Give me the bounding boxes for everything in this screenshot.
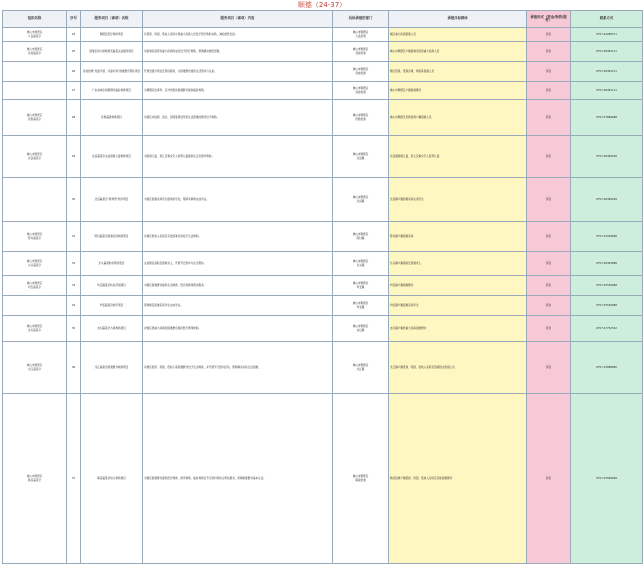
service-content-cell: 对低保、特困、低收入家庭中患重大疾病人员给予医疗救助补助，减轻就医负担。 (143, 28, 333, 42)
page-title: 顺德（24-37） (297, 1, 347, 9)
target-group-cell: 均安镇户籍困难家庭学生 (389, 296, 527, 316)
column-header: 承接形式（资金/物资/服务） (527, 11, 571, 28)
column-header: 承接目标群体 (389, 11, 527, 28)
service-name-cell: 广东省城乡困难群众临时救助项目 (81, 82, 143, 100)
support-form-cell: 资金 (527, 252, 571, 276)
service-content-cell: 对辖区低保、特困、低收入等困难群众给予生活救助，并开展节日慰问活动，帮助解决实际生活困难。 (143, 342, 333, 394)
target-group-cell: 辖区重大疾病困难人员 (389, 28, 527, 42)
target-group-cell: 乐从镇户籍高龄及困难老人 (389, 252, 527, 276)
contact-cell: 0757-28383888 (571, 252, 643, 276)
seq-cell: 25 (67, 42, 81, 62)
seq-cell: 36 (67, 342, 81, 394)
column-header: 具体承接的部门 (333, 11, 389, 28)
service-name-cell: 困难家庭大病救助及慈善关爱服务项目 (81, 42, 143, 62)
service-content-cell: 关爱辖区高龄及困难老人，开展节日慰问与生活帮扶。 (143, 252, 333, 276)
target-group-cell: 北滘镇困境儿童、孤儿及事实无人抚养儿童 (389, 136, 527, 178)
service-name-cell: 顺德区医疗救助项目 (81, 28, 143, 42)
service-content-cell: 为遭遇突发事件、意外伤害的困难群众提供临时救助。 (143, 82, 333, 100)
org-name-cell (3, 296, 67, 316)
department-cell: 佛山市顺德区 容桂街道 (333, 42, 389, 62)
table-row (3, 296, 643, 316)
target-group-cell: 龙江镇户籍低保、特困、低收入家庭及因病因灾致困人员 (389, 342, 527, 394)
seq-cell: 32 (67, 252, 81, 276)
department-cell: 佛山市顺德区 大良街道 (333, 28, 389, 42)
org-name-cell: 佛山市顺德区 龙江慈善会 (3, 342, 67, 394)
contact-cell: 0757-28381111 (571, 82, 643, 100)
contact-cell: 0757-27886688 (571, 100, 643, 136)
service-content-cell: 开展党建引领社区帮扶服务，为困难群众提供生活帮扶与关爱。 (143, 62, 333, 82)
contact-cell: 0757-25530088 (571, 276, 643, 296)
org-name-cell: 佛山市顺德区 陈村慈善会 (3, 222, 67, 252)
seq-cell: 26 (67, 62, 81, 82)
org-name-cell: 佛山市顺德区 伦教慈善会 (3, 100, 67, 136)
service-content-cell: 为困境儿童、孤儿及事实无人抚养儿童提供生活及助学救助。 (143, 136, 333, 178)
table-row (3, 62, 643, 82)
table-row (3, 252, 643, 276)
seq-cell: 29 (67, 136, 81, 178)
support-form-cell: 资金 (527, 394, 571, 564)
seq-cell: 31 (67, 222, 81, 252)
org-name-cell: 佛山市顺德区 勒流慈善会 (3, 394, 67, 564)
header-row (3, 11, 643, 28)
service-content-cell: 为辖区困难群众提供生活救助、医疗救助等帮扶服务。 (143, 276, 333, 296)
department-cell: 佛山市顺德区 陈村镇 (333, 222, 389, 252)
support-form-cell: 资金 (527, 82, 571, 100)
table-row (3, 342, 643, 394)
table-row (3, 316, 643, 342)
department-cell: 佛山市顺德区 均安镇 (333, 296, 389, 316)
contact-cell: 0757-28381111 (571, 42, 643, 62)
target-group-cell: 杏坛镇户籍患重大疾病困难群众 (389, 316, 527, 342)
service-name-cell: 北滘慈善会关爱困境儿童救助项目 (81, 136, 143, 178)
department-cell: 佛山市顺德区 均安镇 (333, 276, 389, 296)
org-name-cell (3, 62, 67, 82)
seq-cell: 30 (67, 178, 81, 222)
target-group-cell: 均安镇户籍困难群众 (389, 276, 527, 296)
support-form-cell: 资金 (527, 178, 571, 222)
org-name-cell: 佛山市顺德区 容桂慈善会 (3, 42, 67, 62)
column-header: 服务项目（事项）名称 (81, 11, 143, 28)
table-row (3, 82, 643, 100)
seq-cell: 34 (67, 296, 81, 316)
target-group-cell: 北滘镇户籍困难家庭在读学生 (389, 178, 527, 222)
service-name-cell: 龙江慈善会困难群众救助项目 (81, 342, 143, 394)
contact-cell: 0757-25530088 (571, 296, 643, 316)
column-header: 服务项目（事项）内容 (143, 11, 333, 28)
service-name-cell: 勒流慈善会综合救助项目 (81, 394, 143, 564)
service-content-cell: 为辖区困难群众提供医疗救助、助学救助、临时救助及节日慰问等综合帮扶服务，保障困难群众基本生活。 (143, 394, 333, 564)
seq-cell: 28 (67, 100, 81, 136)
service-name-cell: 杏坛慈善会大病救助项目 (81, 316, 143, 342)
table-row (3, 394, 643, 564)
support-form-cell: 资金 (527, 100, 571, 136)
service-name-cell: 均安慈善会助学项目 (81, 296, 143, 316)
service-content-cell: 对辖区内因病、因灾、因残等原因导致生活困难的群众给予救助。 (143, 100, 333, 136)
target-group-cell: 辖区低保、低保边缘、特困等困难人员 (389, 62, 527, 82)
column-header: 组织名称 (3, 11, 67, 28)
service-name-cell: 伦教慈善救助项目 (81, 100, 143, 136)
support-form-cell: 资金 (527, 222, 571, 252)
service-content-cell: 对辖区低收入家庭及突发困难家庭给予生活救助。 (143, 222, 333, 252)
department-cell: 佛山市顺德区 伦教街道 (333, 100, 389, 136)
service-content-cell: 为辖区困难家庭学生提供助学金，帮助其顺利完成学业。 (143, 178, 333, 222)
support-form-cell: 资金 (527, 342, 571, 394)
seq-cell: 37 (67, 394, 81, 564)
department-cell: 佛山市顺德区 北滘镇 (333, 178, 389, 222)
org-name-cell (3, 82, 67, 100)
org-name-cell: 佛山市顺德区 均安慈善会 (3, 276, 67, 296)
service-name-cell: 陈村慈善会困难家庭救助项目 (81, 222, 143, 252)
table-row (3, 222, 643, 252)
seq-cell: 33 (67, 276, 81, 296)
support-form-cell: 资金 (527, 136, 571, 178)
table-row (3, 178, 643, 222)
seq-cell: 27 (67, 82, 81, 100)
table-row (3, 42, 643, 62)
contact-cell: 0757-26390038 (571, 136, 643, 178)
service-content-cell: 对困难家庭患有重大疾病的成员给予医疗救助，帮助解决就医困难。 (143, 42, 333, 62)
department-cell: 佛山市顺德区 杏坛镇 (333, 316, 389, 342)
service-name-cell: 均安慈善会扶贫济困项目 (81, 276, 143, 296)
org-name-cell: 佛山市顺德区 乐从慈善会 (3, 252, 67, 276)
service-name-cell: 乐从慈善助老敬老项目 (81, 252, 143, 276)
target-group-cell: 佛山市顺德区伦教街道户籍困难人员 (389, 100, 527, 136)
department-cell: 佛山市顺德区 乐从镇 (333, 252, 389, 276)
service-name-cell: 北滘慈善会“新梦想”助学项目 (81, 178, 143, 222)
target-group-cell: 佛山市顺德区户籍困难家庭患重大疾病人员 (389, 42, 527, 62)
table-row (3, 136, 643, 178)
org-name-cell: 佛山市顺德区 北滘慈善会 (3, 136, 67, 178)
contact-cell: 0757-23888880 (571, 342, 643, 394)
target-group-cell: 勒流街道户籍低保、特困、低收入家庭及其他困难群众 (389, 394, 527, 564)
seq-cell: 35 (67, 316, 81, 342)
org-name-cell: 佛山市顺德区 大良慈善会 (3, 28, 67, 42)
org-name-cell (3, 178, 67, 222)
column-header: 联系方式 (571, 11, 643, 28)
contact-cell: 0757-26390038 (571, 178, 643, 222)
seq-cell: 24 (67, 28, 81, 42)
table-row (3, 276, 643, 296)
support-form-cell: 资金 (527, 28, 571, 42)
support-form-cell: 资金 (527, 316, 571, 342)
contact-cell: 0757-28381111 (571, 62, 643, 82)
support-form-cell: 资金 (527, 62, 571, 82)
assistance-table (2, 10, 643, 564)
support-form-cell: 资金 (527, 42, 571, 62)
department-cell: 佛山市顺德区 勒流街道 (333, 394, 389, 564)
contact-cell: 0757-22280571 (571, 28, 643, 42)
service-content-cell: 对辖区患重大疾病的困难群众提供医疗费用救助。 (143, 316, 333, 342)
table-row (3, 100, 643, 136)
department-cell: 佛山市顺德区 龙江镇 (333, 342, 389, 394)
org-name-cell: 佛山市顺德区 杏坛慈善会 (3, 316, 67, 342)
support-form-cell: 资金 (527, 276, 571, 296)
contact-cell: 0757-25569999 (571, 394, 643, 564)
department-cell: 佛山市顺德区 容桂街道 (333, 82, 389, 100)
support-form-cell: 资金 (527, 296, 571, 316)
contact-cell: 0757-27732322 (571, 316, 643, 342)
table-row (3, 28, 643, 42)
contact-cell: 0757-23330808 (571, 222, 643, 252)
target-group-cell: 陈村镇户籍困难家庭 (389, 222, 527, 252)
department-cell: 佛山市顺德区 容桂街道 (333, 62, 389, 82)
department-cell: 佛山市顺德区 北滘镇 (333, 136, 389, 178)
service-name-cell: 容桂街道“党建引领、共建共享”困难群众帮扶项目 (81, 62, 143, 82)
column-header: 序号 (67, 11, 81, 28)
service-content-cell: 资助辖区困难家庭学生完成学业。 (143, 296, 333, 316)
target-group-cell: 佛山市顺德区户籍困难群众 (389, 82, 527, 100)
